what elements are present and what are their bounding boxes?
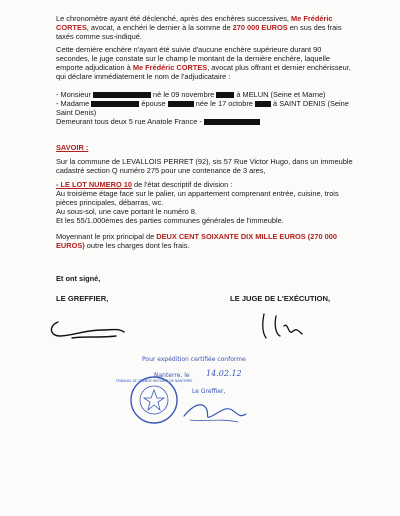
bid-amount: 270 000 EUROS: [232, 23, 288, 32]
savoir-heading: SAVOIR :: [56, 143, 89, 152]
text: Moyennant le prix principal de: [56, 232, 157, 241]
text: , avocat plus offrant et dernier enchérisseur, qui déclare immédiatement le nom de l'adjudicataire :: [56, 63, 351, 81]
seal-text: TRIBUNAL DE GRANDE INSTANCE DE NANTERRE: [115, 379, 193, 383]
redaction-bar: [255, 101, 271, 107]
text: outre les charges dont les frais.: [84, 241, 190, 250]
redaction-bar: [216, 92, 234, 98]
price-paragraph: [56, 232, 356, 250]
madame-spouse: épouse: [141, 99, 166, 108]
court-seal-icon: [115, 374, 193, 426]
bidders-address: Demeurant tous deux 5 rue Anatole France -: [56, 117, 202, 126]
stamp-date: 14.02.12: [206, 369, 242, 378]
redaction-bar: [204, 119, 260, 125]
paragraph-final-bid: [56, 14, 356, 41]
stamp-signature: [180, 396, 250, 426]
greffier-label: LE GREFFIER,: [56, 294, 109, 303]
lot-description: [56, 180, 356, 225]
price-words: DEUX CENT SOIXANTE DIX MILLE EUROS: [156, 232, 306, 241]
price-figures: (270 000 EUROS): [56, 232, 337, 250]
stamp-role: Le Greffier,: [192, 388, 226, 395]
redaction-bar: [168, 101, 194, 107]
judge-label: LE JUGE DE L'EXÉCUTION,: [230, 294, 331, 303]
monsieur-prefix: - Monsieur: [56, 90, 91, 99]
text: Cette dernière enchère n'ayant été suivie d'aucune enchère supérieure durant 90 secondes, le juge constate sur le champ le montant de la dernière enchère, laquelle emporte adjudication à: [56, 45, 331, 72]
madame-birth: née le 17 octobre: [195, 99, 253, 108]
stamp-place: Nanterre, le: [154, 372, 190, 379]
madame-place: à SAINT DENIS (Seine Saint Denis): [56, 99, 349, 117]
text: en sus des frais taxés comme sus-indiqué.: [56, 23, 342, 41]
judge-signature: [254, 310, 314, 342]
lot-heading-rest: de l'état descriptif de division :: [131, 180, 233, 189]
lawyer-name: Me Frédéric CORTES: [56, 14, 333, 32]
monsieur-place: à MELUN (Seine et Marne): [236, 90, 326, 99]
greffier-signature: [44, 318, 134, 344]
redaction-bar: [91, 101, 139, 107]
lot-line-common-parts: Et les 55/1.000èmes des parties communes générales de l'immeuble.: [56, 216, 284, 225]
lot-heading: - LE LOT NUMERO 10: [56, 180, 132, 189]
redaction-bar: [93, 92, 151, 98]
lot-line-cellar: Au sous-sol, une cave portant le numéro 8.: [56, 207, 197, 216]
lot-line-apartment: Au troisième étage face sur le palier, un appartement comprenant entrée, cuisine, trois pièces principales, débarras, wc.: [56, 189, 339, 207]
paragraph-adjudication: [56, 45, 356, 81]
text: , avocat, a enchéri le dernier à la somme de: [86, 23, 233, 32]
closing-line: Et ont signé,: [56, 274, 101, 283]
stamp-certified-copy: Pour expédition certifiée conforme: [142, 356, 246, 363]
monsieur-birth: né le 09 novembre: [153, 90, 215, 99]
text: Le chronomètre ayant été déclenché, après des enchères successives,: [56, 14, 291, 23]
bidders-block: [56, 90, 356, 126]
lawyer-name: Me Frédéric CORTES: [132, 63, 208, 72]
madame-prefix: - Madame: [56, 99, 90, 108]
property-location: Sur la commune de LEVALLOIS PERRET (92), sis 57 Rue Victor Hugo, dans un immeuble cadastré section Q numéro 275 pour une contenance de 3 ares,: [56, 157, 353, 175]
